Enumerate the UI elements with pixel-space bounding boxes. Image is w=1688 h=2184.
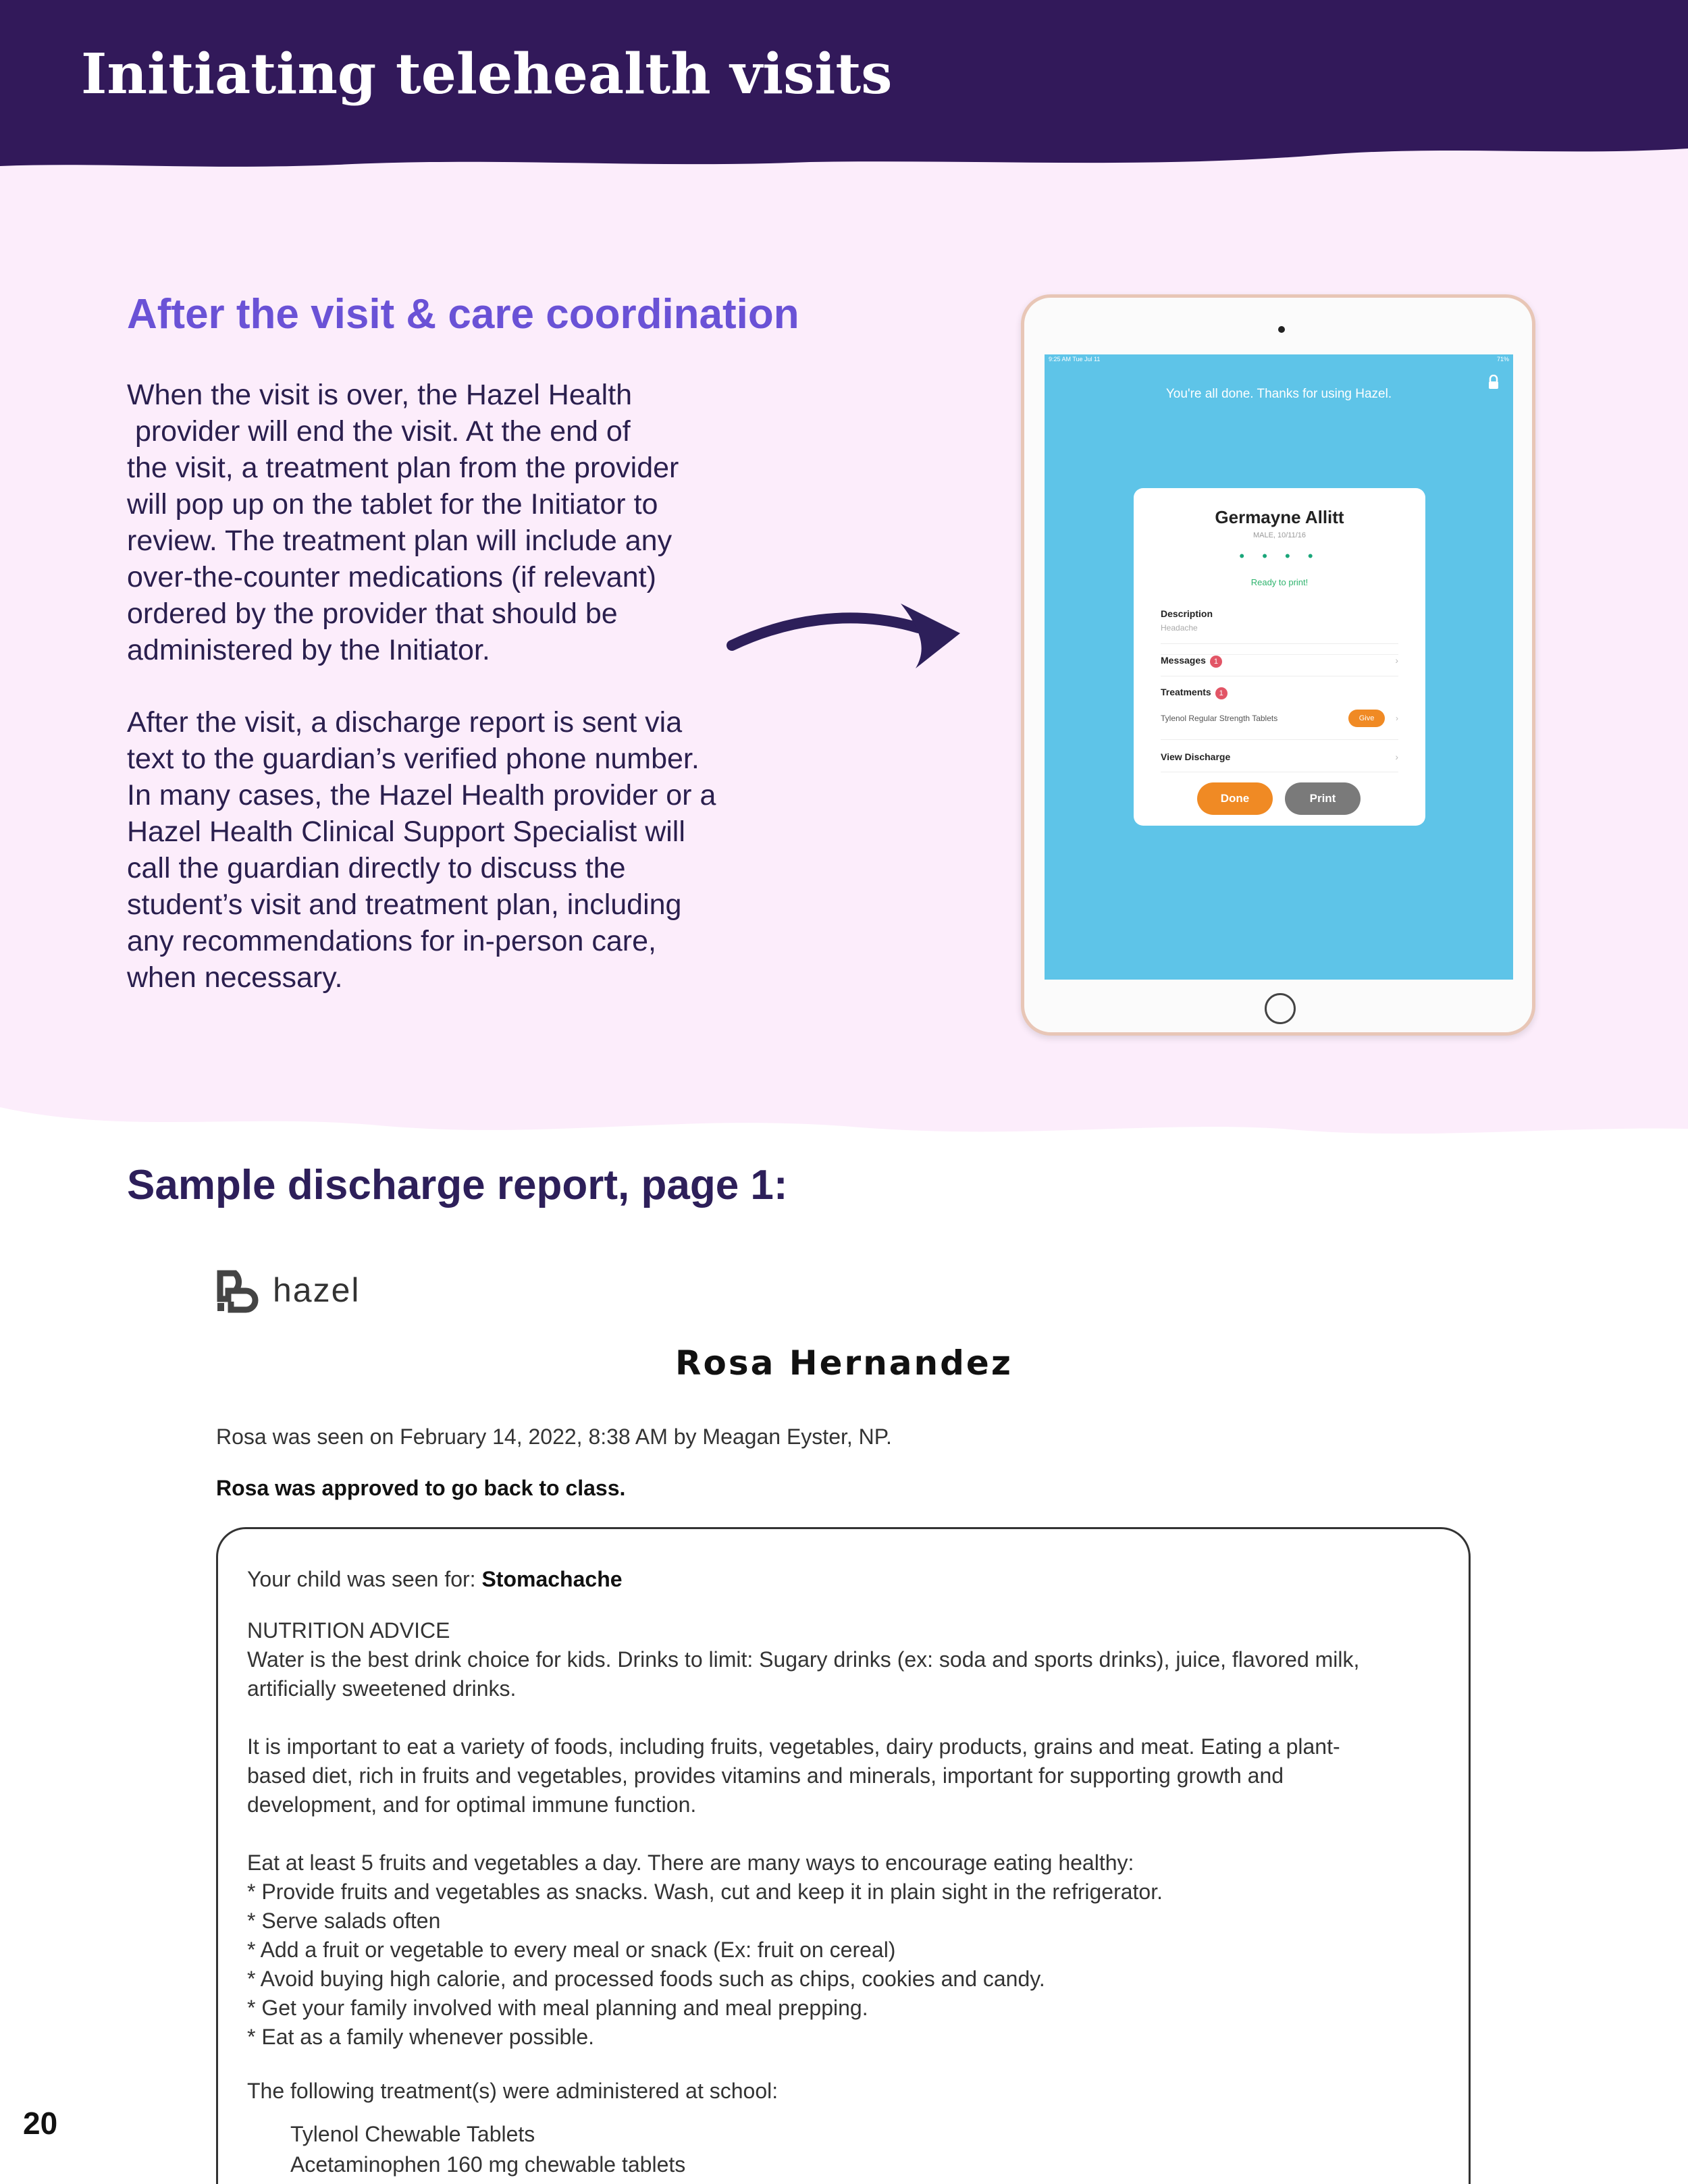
paragraph-line: ordered by the provider that should be	[127, 597, 618, 630]
progress-dots: • • • •	[1239, 548, 1320, 564]
messages-label: Messages	[1161, 655, 1206, 666]
divider	[1161, 643, 1398, 644]
paragraph-line: Hazel Health Clinical Support Specialist will	[127, 816, 685, 848]
patient-card	[1134, 488, 1425, 826]
list-item: * Add a fruit or vegetable to every meal or snack (Ex: fruit on cereal)	[247, 1938, 896, 1962]
page-number: 20	[23, 2106, 58, 2141]
chevron-right-icon: ›	[1396, 714, 1398, 723]
treatment-item-label: Tylenol Regular Strength Tablets	[1161, 714, 1278, 723]
paragraph-discharge-report	[127, 704, 775, 996]
paragraph-line: over-the-counter medications (if relevant)	[127, 561, 656, 593]
nutrition-title: NUTRITION ADVICE	[247, 1618, 450, 1643]
treatments-label: Treatments	[1161, 687, 1211, 697]
text-line: Water is the best drink choice for kids. Drinks to limit: Sugary drinks (ex: soda and sports drinks), juice, flavored milk,	[247, 1647, 1360, 1672]
treatments-badge: 1	[1215, 687, 1228, 699]
list-item: * Get your family involved with meal planning and meal prepping.	[247, 1996, 868, 2020]
chevron-right-icon: ›	[1395, 655, 1398, 666]
status-bar	[1049, 356, 1509, 365]
tablet-device	[1021, 294, 1535, 1036]
text-line: It is important to eat a variety of foods, including fruits, vegetables, dairy products, grains and meat. Eating a plant-	[247, 1734, 1340, 1759]
paragraph-line: provider will end the visit. At the end of	[127, 415, 631, 448]
tablet-screen	[1045, 354, 1513, 980]
page-header	[0, 0, 1688, 176]
tips-list	[247, 1877, 1435, 2052]
home-button[interactable]	[1265, 993, 1296, 1024]
section-heading: After the visit & care coordination	[127, 291, 799, 338]
approved-line: Rosa was approved to go back to class.	[216, 1476, 626, 1500]
water-advice	[247, 1645, 1435, 1703]
patient-meta: MALE, 10/11/16	[1252, 531, 1307, 539]
treatments-administered-line: The following treatment(s) were administered at school:	[247, 2079, 779, 2103]
treatments-row	[1161, 687, 1398, 699]
paragraph-line: the visit, a treatment plan from the provider	[127, 452, 679, 484]
text-line: development, and for optimal immune function.	[247, 1792, 697, 1817]
sample-report-heading: Sample discharge report, page 1:	[127, 1162, 788, 1208]
paragraph-line: administered by the Initiator.	[127, 634, 490, 666]
paragraph-line: call the guardian directly to discuss the	[127, 852, 626, 884]
description-label: Description	[1161, 608, 1213, 619]
list-item: * Eat as a family whenever possible.	[247, 2025, 595, 2049]
text-line: artificially sweetened drinks.	[247, 1676, 517, 1701]
list-item: * Provide fruits and vegetables as snacks. Wash, cut and keep it in plain sight in the refrigerator.	[247, 1880, 1163, 1904]
variety-advice	[247, 1732, 1435, 1819]
divider	[1161, 739, 1398, 740]
paragraph-line: when necessary.	[127, 961, 343, 994]
medication-item: Tylenol Chewable Tablets	[290, 2122, 535, 2146]
paragraph-line: text to the guardian’s verified phone number.	[127, 743, 700, 775]
battery-level: 71%	[1496, 356, 1509, 363]
page-title: Initiating telehealth visits	[81, 42, 893, 107]
give-button[interactable]: Give	[1348, 710, 1385, 727]
ready-status: Ready to print!	[1250, 577, 1309, 587]
seen-line: Rosa was seen on February 14, 2022, 8:38 AM by Meagan Eyster, NP.	[216, 1424, 892, 1449]
list-item: * Avoid buying high calorie, and processed foods such as chips, cookies and candy.	[247, 1967, 1045, 1991]
status-time: 9:25 AM Tue Jul 11	[1049, 356, 1101, 363]
hazel-logo-text: hazel	[273, 1271, 361, 1309]
curved-arrow-icon	[722, 594, 966, 675]
paragraph-treatment-plan	[127, 377, 775, 668]
text-line: based diet, rich in fruits and vegetables, provides vitamins and minerals, important for supporting growth and	[247, 1763, 1284, 1788]
medication-list	[290, 2119, 685, 2180]
medication-item: Acetaminophen 160 mg chewable tablets	[290, 2152, 686, 2177]
patient-name: Germayne Allitt	[1215, 507, 1344, 527]
treatment-item[interactable]	[1161, 714, 1398, 723]
done-button[interactable]: Done	[1197, 782, 1273, 815]
paragraph-line: In many cases, the Hazel Health provider or a	[127, 779, 716, 811]
eat-five-line: Eat at least 5 fruits and vegetables a day. There are many ways to encourage eating healthy:	[247, 1850, 1134, 1875]
paragraph-line: will pop up on the tablet for the Initiator to	[127, 488, 658, 521]
paragraph-line: review. The treatment plan will include any	[127, 525, 672, 557]
view-discharge-label: View Discharge	[1161, 751, 1231, 762]
camera-icon	[1278, 326, 1285, 333]
done-message: You're all done. Thanks for using Hazel.	[1165, 387, 1392, 401]
hazel-logo-icon	[215, 1268, 262, 1315]
view-discharge-row[interactable]	[1161, 751, 1398, 762]
print-button[interactable]: Print	[1285, 782, 1361, 815]
report-patient-name: Rosa Hernandez	[675, 1343, 1013, 1383]
seen-for-line	[247, 1565, 1435, 1594]
messages-badge: 1	[1210, 656, 1222, 668]
paragraph-line: After the visit, a discharge report is sent via	[127, 706, 683, 739]
paragraph-line: any recommendations for in-person care,	[127, 925, 656, 957]
seen-for-prefix: Your child was seen for:	[247, 1567, 482, 1591]
chevron-right-icon: ›	[1395, 751, 1398, 762]
paragraph-line: student’s visit and treatment plan, including	[127, 888, 682, 921]
messages-row[interactable]	[1161, 654, 1398, 668]
description-value: Headache	[1161, 623, 1198, 633]
list-item: * Serve salads often	[247, 1909, 441, 1933]
seen-for-value: Stomachache	[481, 1567, 623, 1591]
paragraph-line: When the visit is over, the Hazel Health	[127, 379, 633, 411]
